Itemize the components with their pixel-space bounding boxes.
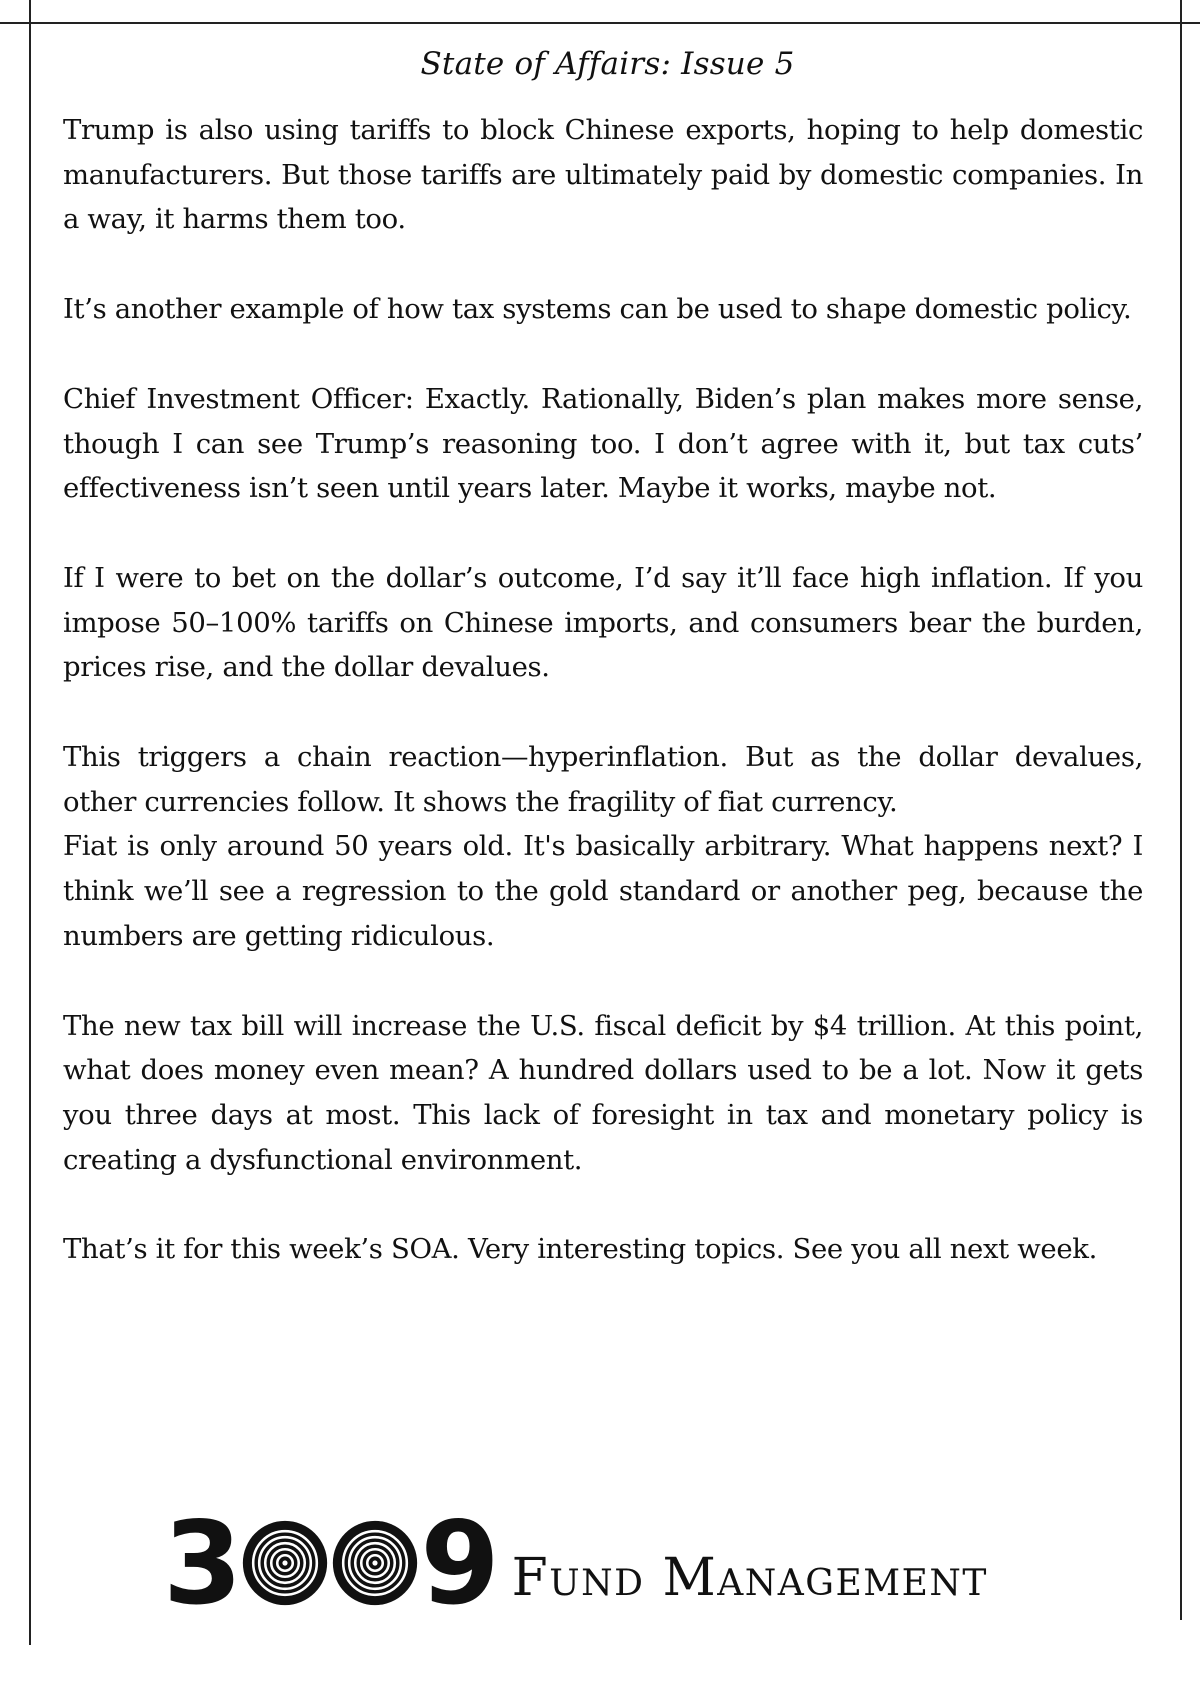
right-border-line (1180, 0, 1182, 1620)
page-title: State of Affairs: Issue 5 (420, 46, 795, 82)
paragraph-fiat: Fiat is only around 50 years old. It's basically arbitrary. What happens next? I think we’ll see a regression to the gold standard or another peg, because the numbers are getting ridiculous. (63, 830, 1143, 952)
paragraph-closing: That’s it for this week’s SOA. Very interesting topics. See you all next week. (63, 1233, 1097, 1266)
paragraph-dollar-outcome: If I were to bet on the dollar’s outcome, I’d say it’ll face high inflation. If you impose 50–100% tariffs on Chinese imports, and consumers bear the burden, prices rise, and the dollar devalues. (63, 561, 1143, 684)
paragraph-tariffs: Trump is also using tariffs to block Chinese exports, hoping to help domestic manufacturers. But those tariffs are ultimately paid by domestic companies. In a way, it harms them too. (63, 114, 1143, 236)
concentric-circles-icon (332, 1520, 418, 1606)
company-logo (163, 1497, 988, 1630)
paragraph-tax-systems: It’s another example of how tax systems can be used to shape domestic policy. (63, 293, 1132, 326)
concentric-circles-icon (242, 1520, 328, 1606)
left-border-line (29, 0, 31, 1645)
article-body (63, 108, 1143, 1317)
logo-digit-nine: 9 (420, 1497, 498, 1630)
logo-digit-three: 3 (163, 1497, 241, 1630)
paragraph-tax-bill: The new tax bill will increase the U.S. fiscal deficit by $4 trillion. At this point, what does money even mean? A hundred dollars used to be a lot. Now it gets you three days at most. This lack of foresight in tax and monetary policy is creating a dysfunctional environment. (63, 1009, 1143, 1176)
paragraph-cio-response: Chief Investment Officer: Exactly. Rationally, Biden’s plan makes more sense, though I can see Trump’s reasoning too. I don’t agree with it, but tax cuts’ effectiveness isn’t seen until years later. Maybe it works, maybe not. (63, 382, 1143, 505)
paragraph-chain-reaction: This triggers a chain reaction—hyperinflation. But as the dollar devalues, other currencies follow. It shows the fragility of fiat currency. (63, 741, 1143, 818)
logo-mark (163, 1497, 498, 1630)
logo-wordmark: Fund Management (511, 1548, 988, 1608)
top-border-line (0, 22, 1200, 24)
